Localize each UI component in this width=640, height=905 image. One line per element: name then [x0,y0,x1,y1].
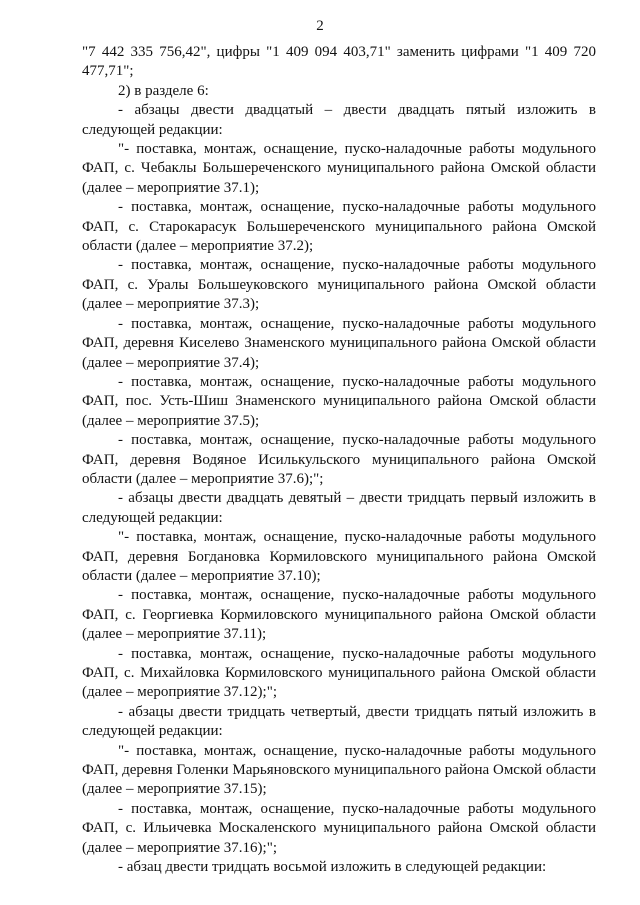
paragraph: - поставка, монтаж, оснащение, пуско-наладочные работы модульного ФАП, пос. Усть-Шиш Знаменского муниципального района Омской области (далее – мероприятие 37.5); [82,373,596,429]
paragraph: - абзац двести тридцать восьмой изложить в следующей редакции: [118,859,547,876]
paragraph: - поставка, монтаж, оснащение, пуско-наладочные работы модульного ФАП, с. Ильичевка Москаленского муниципального района Омской области (далее – мероприятие 37.16);"; [82,800,596,856]
paragraph: "- поставка, монтаж, оснащение, пуско-наладочные работы модульного ФАП, с. Чебаклы Большереченского муниципального района Омской области (далее – мероприятие 37.1); [82,141,596,196]
page-number: 2 [316,18,324,34]
paragraph: "- поставка, монтаж, оснащение, пуско-наладочные работы модульного ФАП, деревня Голенки Марьяновского муниципального района Омской области (далее – мероприятие 37.15); [82,742,596,798]
paragraph: 2) в разделе 6: [118,82,209,99]
paragraph: - поставка, монтаж, оснащение, пуско-наладочные работы модульного ФАП, с. Старокарасук Большереченского муниципального района Омской области (далее – мероприятие 37.2); [82,199,596,255]
paragraph: "7 442 335 756,42", цифры "1 409 094 403,71" заменить цифрами "1 409 720 477,71"; [82,44,596,80]
paragraph: - поставка, монтаж, оснащение, пуско-наладочные работы модульного ФАП, деревня Киселево Знаменского муниципального района Омской области (далее – мероприятие 37.4); [82,315,596,371]
paragraph: - абзацы двести двадцать девятый – двести тридцать первый изложить в следующей редакции: [82,490,596,526]
paragraph: - поставка, монтаж, оснащение, пуско-наладочные работы модульного ФАП, с. Михайловка Кормиловского муниципального района Омской области (далее – мероприятие 37.12);"; [82,645,596,701]
paragraph: - поставка, монтаж, оснащение, пуско-наладочные работы модульного ФАП, деревня Водяное Исилькульского муниципального района Омской области (далее – мероприятие 37.6);"; [82,432,596,487]
paragraph: - абзацы двести тридцать четвертый, двести тридцать пятый изложить в следующей редакции: [82,703,596,740]
paragraph: - абзацы двести двадцатый – двести двадцать пятый изложить в следующей редакции: [82,102,596,138]
paragraph: - поставка, монтаж, оснащение, пуско-наладочные работы модульного ФАП, с. Уралы Большеуковского муниципального района Омской области (далее – мероприятие 37.3); [82,257,596,313]
document-body [82,43,596,877]
paragraph: "- поставка, монтаж, оснащение, пуско-наладочные работы модульного ФАП, деревня Богдановка Кормиловского муниципального района Омской области (далее – мероприятие 37.10); [82,529,596,584]
paragraph: - поставка, монтаж, оснащение, пуско-наладочные работы модульного ФАП, с. Георгиевка Кормиловского муниципального района Омской области (далее – мероприятие 37.11); [82,587,596,643]
